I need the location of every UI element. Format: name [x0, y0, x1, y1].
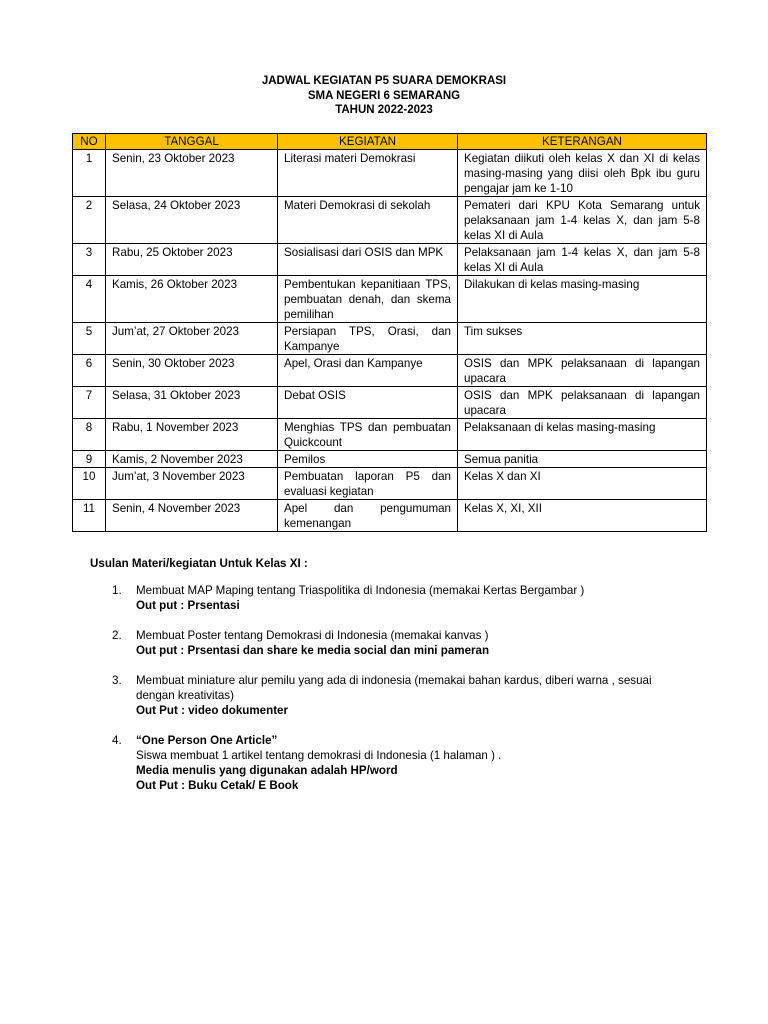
title-line-2: SMA NEGERI 6 SEMARANG — [307, 89, 461, 102]
cell-kegiatan: Literasi materi Demokrasi — [278, 150, 458, 197]
cell-no: 4 — [73, 276, 106, 323]
cell-tanggal: Rabu, 1 November 2023 — [106, 419, 278, 451]
list-item-number: 3. — [112, 674, 122, 687]
cell-no: 6 — [73, 355, 106, 387]
cell-tanggal: Kamis, 2 November 2023 — [106, 451, 278, 468]
table-row — [73, 150, 707, 197]
cell-tanggal: Senin, 23 Oktober 2023 — [106, 150, 278, 197]
cell-keterangan: Kelas X dan XI — [458, 468, 707, 500]
list-item-number: 1. — [112, 584, 122, 597]
cell-kegiatan: Pembuatan laporan P5 dan evaluasi kegiatan — [278, 468, 458, 500]
list-item-line: Out put : Prsentasi — [136, 599, 240, 612]
list-item — [90, 733, 690, 793]
list-item-number: 4. — [112, 734, 122, 747]
cell-kegiatan: Menghias TPS dan pembuatan Quickcount — [278, 419, 458, 451]
cell-kegiatan: Pembentukan kepanitiaan TPS, pembuatan denah, dan skema pemilihan — [278, 276, 458, 323]
table-row — [73, 387, 707, 419]
cell-kegiatan: Apel, Orasi dan Kampanye — [278, 355, 458, 387]
list-item-line: “One Person One Article” — [136, 734, 278, 747]
table-row — [73, 355, 707, 387]
cell-tanggal: Jum’at, 3 November 2023 — [106, 468, 278, 500]
table-row — [73, 197, 707, 244]
list-item — [90, 628, 690, 658]
cell-keterangan: Semua panitia — [458, 451, 707, 468]
cell-no: 7 — [73, 387, 106, 419]
header-keterangan: KETERANGAN — [458, 134, 707, 150]
cell-no: 3 — [73, 244, 106, 276]
cell-kegiatan: Persiapan TPS, Orasi, dan Kampanye — [278, 323, 458, 355]
list-item-line: Siswa membuat 1 artikel tentang demokrasi di Indonesia (1 halaman ) . — [136, 749, 502, 762]
cell-keterangan: Kegiatan diikuti oleh kelas X dan XI di kelas masing-masing yang diisi oleh Bpk ibu guru pengajar jam ke 1-10 — [458, 150, 707, 197]
cell-no: 10 — [73, 468, 106, 500]
header-no: NO — [73, 134, 106, 150]
table-header-row — [73, 134, 707, 150]
cell-keterangan: Kelas X, XI, XII — [458, 500, 707, 532]
table-body — [73, 150, 707, 532]
list-item-line: Media menulis yang digunakan adalah HP/word — [136, 764, 398, 777]
list-item-line: Out put : Prsentasi dan share ke media social dan mini pameran — [136, 644, 490, 657]
cell-keterangan: Pelaksanaan jam 1-4 kelas X, dan jam 5-8 kelas XI di Aula — [458, 244, 707, 276]
cell-tanggal: Senin, 30 Oktober 2023 — [106, 355, 278, 387]
title-line-3: TAHUN 2022-2023 — [335, 104, 433, 116]
list-item-line: Membuat MAP Maping tentang Triaspolitika di Indonesia (memakai Kertas Bergambar ) — [136, 584, 585, 597]
table-row — [73, 468, 707, 500]
cell-tanggal: Jum’at, 27 Oktober 2023 — [106, 323, 278, 355]
list-item — [90, 583, 690, 613]
cell-tanggal: Rabu, 25 Oktober 2023 — [106, 244, 278, 276]
table-row — [73, 451, 707, 468]
cell-no: 2 — [73, 197, 106, 244]
cell-no: 5 — [73, 323, 106, 355]
cell-keterangan: OSIS dan MPK pelaksanaan di lapangan upacara — [458, 387, 707, 419]
table-row — [73, 500, 707, 532]
cell-tanggal: Selasa, 31 Oktober 2023 — [106, 387, 278, 419]
cell-tanggal: Kamis, 26 Oktober 2023 — [106, 276, 278, 323]
schedule-table — [72, 133, 707, 532]
header-tanggal: TANGGAL — [106, 134, 278, 150]
cell-keterangan: Tim sukses — [458, 323, 707, 355]
cell-no: 11 — [73, 500, 106, 532]
table-row — [73, 419, 707, 451]
cell-keterangan: Pelaksanaan di kelas masing-masing — [458, 419, 707, 451]
cell-kegiatan: Materi Demokrasi di sekolah — [278, 197, 458, 244]
cell-no: 8 — [73, 419, 106, 451]
table-row — [73, 323, 707, 355]
list-item — [90, 673, 690, 718]
list-item-number: 2. — [112, 629, 122, 642]
cell-keterangan: OSIS dan MPK pelaksanaan di lapangan upacara — [458, 355, 707, 387]
document-title — [0, 74, 768, 118]
list-item-line: Out Put : video dokumenter — [136, 704, 289, 717]
proposal-heading: Usulan Materi/kegiatan Untuk Kelas XI : — [90, 557, 308, 570]
list-item-line: Out Put : Buku Cetak/ E Book — [136, 779, 299, 792]
cell-kegiatan: Pemilos — [278, 451, 458, 468]
cell-no: 1 — [73, 150, 106, 197]
cell-kegiatan: Sosialisasi dari OSIS dan MPK — [278, 244, 458, 276]
cell-tanggal: Senin, 4 November 2023 — [106, 500, 278, 532]
table-row — [73, 244, 707, 276]
cell-kegiatan: Debat OSIS — [278, 387, 458, 419]
cell-tanggal: Selasa, 24 Oktober 2023 — [106, 197, 278, 244]
cell-kegiatan: Apel dan pengumuman kemenangan — [278, 500, 458, 532]
cell-keterangan: Dilakukan di kelas masing-masing — [458, 276, 707, 323]
cell-no: 9 — [73, 451, 106, 468]
title-line-1: JADWAL KEGIATAN P5 SUARA DEMOKRASI — [261, 75, 507, 87]
header-kegiatan: KEGIATAN — [278, 134, 458, 150]
list-item-line: Membuat Poster tentang Demokrasi di Indonesia (memakai kanvas ) — [136, 629, 489, 642]
proposal-list — [90, 583, 690, 793]
table-row — [73, 276, 707, 323]
proposal-section — [90, 556, 690, 808]
cell-keterangan: Pemateri dari KPU Kota Semarang untuk pelaksanaan jam 1-4 kelas X, dan jam 5-8 kelas XI di Aula — [458, 197, 707, 244]
list-item-line: Membuat miniature alur pemilu yang ada di indonesia (memakai bahan kardus, diberi warna , sesuai dengan kreativitas) — [136, 674, 652, 702]
